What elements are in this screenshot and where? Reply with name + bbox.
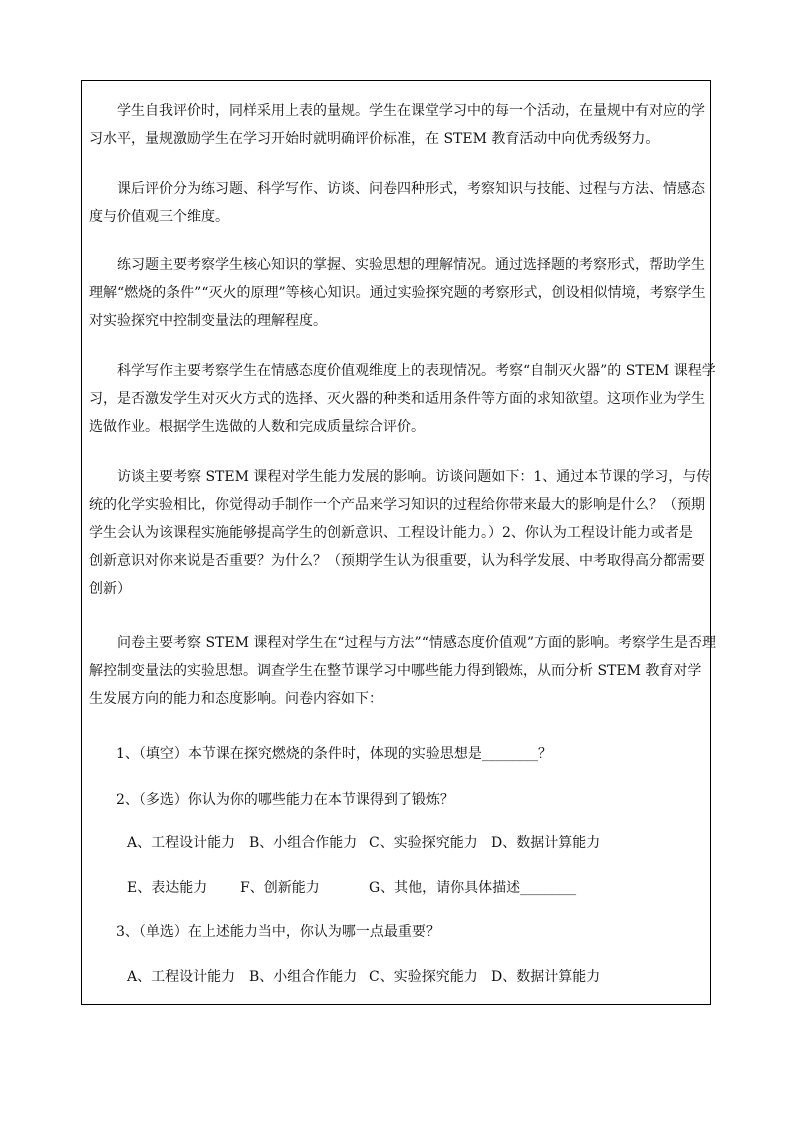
- paragraph-line: 学生会认为该课程实施能够提高学生的创新意识、工程设计能力。）2、你认为工程设计能力或者是: [89, 525, 693, 541]
- paragraph-line: 课后评价分为练习题、科学写作、访谈、问卷四种形式，考察知识与技能、过程与方法、情感态: [117, 181, 705, 197]
- paragraph-line: 科学写作主要考察学生在情感态度价值观维度上的表现情况。考察“自制灭火器”的 STEM 课程学: [117, 363, 716, 379]
- option-item: C、实验探究能力: [369, 969, 478, 985]
- paragraph-interview: [81, 463, 713, 603]
- option-item: D、数据计算能力: [491, 969, 601, 985]
- paragraph-line: 习，是否激发学生对灭火方式的选择、灭火器的种类和适用条件等方面的求知欲望。这项作业为学生: [89, 391, 705, 407]
- option-item: B、小组合作能力: [249, 835, 358, 851]
- paragraph-science-writing: [81, 357, 716, 441]
- paragraph-line: 解控制变量法的实验思想。调查学生在整节课学习中哪些能力得到锻炼，从而分析 STEM 教育对学: [89, 663, 702, 679]
- paragraph-line: 访谈主要考察 STEM 课程对学生能力发展的影响。访谈问题如下：1、通过本节课的学习，与传: [117, 469, 711, 485]
- option-item: F、创新能力: [240, 880, 320, 896]
- paragraph-line: 创新）: [89, 581, 131, 597]
- paragraph-line: 对实验探究中控制变量法的理解程度。: [89, 313, 327, 329]
- paragraph-line: 问卷主要考察 STEM 课程对学生在“过程与方法”“情感态度价值观”方面的影响。考察学生是否理: [117, 635, 717, 651]
- paragraph-self-evaluation: [81, 97, 713, 153]
- paragraph-line: 选做作业。根据学生选做的人数和完成质量综合评价。: [89, 419, 425, 435]
- paragraph-line: 练习题主要考察学生核心知识的掌握、实验思想的理解情况。通过选择题的考察形式，帮助学生: [117, 257, 705, 273]
- option-item: B、小组合作能力: [249, 969, 358, 985]
- option-item: C、实验探究能力: [369, 835, 478, 851]
- option-item: A、工程设计能力: [127, 835, 236, 851]
- paragraph-line: 学生自我评价时，同样采用上表的量规。学生在课堂学习中的每一个活动，在量规中有对应的学: [117, 103, 705, 119]
- paragraph-line: 创新意识对你来说是否重要？为什么？（预期学生认为很重要，认为科学发展、中考取得高分都需要: [89, 553, 705, 569]
- paragraph-line: 统的化学实验相比，你觉得动手制作一个产品来学习知识的过程给你带来最大的影响是什么？（预期: [89, 497, 705, 513]
- paragraph-line: 度与价值观三个维度。: [89, 209, 229, 225]
- paragraph-questionnaire: [81, 629, 717, 713]
- option-item: A、工程设计能力: [127, 969, 236, 985]
- paragraph-line: 理解“燃烧的条件”“灭火的原理”等核心知识。通过实验探究题的考察形式，创设相似情境，考察学生: [89, 285, 706, 301]
- option-item: D、数据计算能力: [491, 835, 601, 851]
- paragraph-after-class-evaluation: [81, 175, 713, 231]
- question-2: 2、（多选）你认为你的哪些能力在本节课得到了锻炼？: [116, 792, 454, 808]
- paragraph-line: 生发展方向的能力和态度影响。问卷内容如下：: [89, 691, 383, 707]
- question-1: 1、（填空）本节课在探究燃烧的条件时，体现的实验思想是________？: [116, 746, 552, 762]
- question-3: 3、（单选）在上述能力当中，你认为哪一点最重要？: [116, 924, 440, 940]
- option-item: E、表达能力: [127, 880, 208, 896]
- option-item: G、其他，请你具体描述________: [369, 880, 577, 896]
- paragraph-exercises: [81, 251, 713, 335]
- paragraph-line: 习水平，量规激励学生在学习开始时就明确评价标准，在 STEM 教育活动中向优秀级努力。: [89, 131, 660, 147]
